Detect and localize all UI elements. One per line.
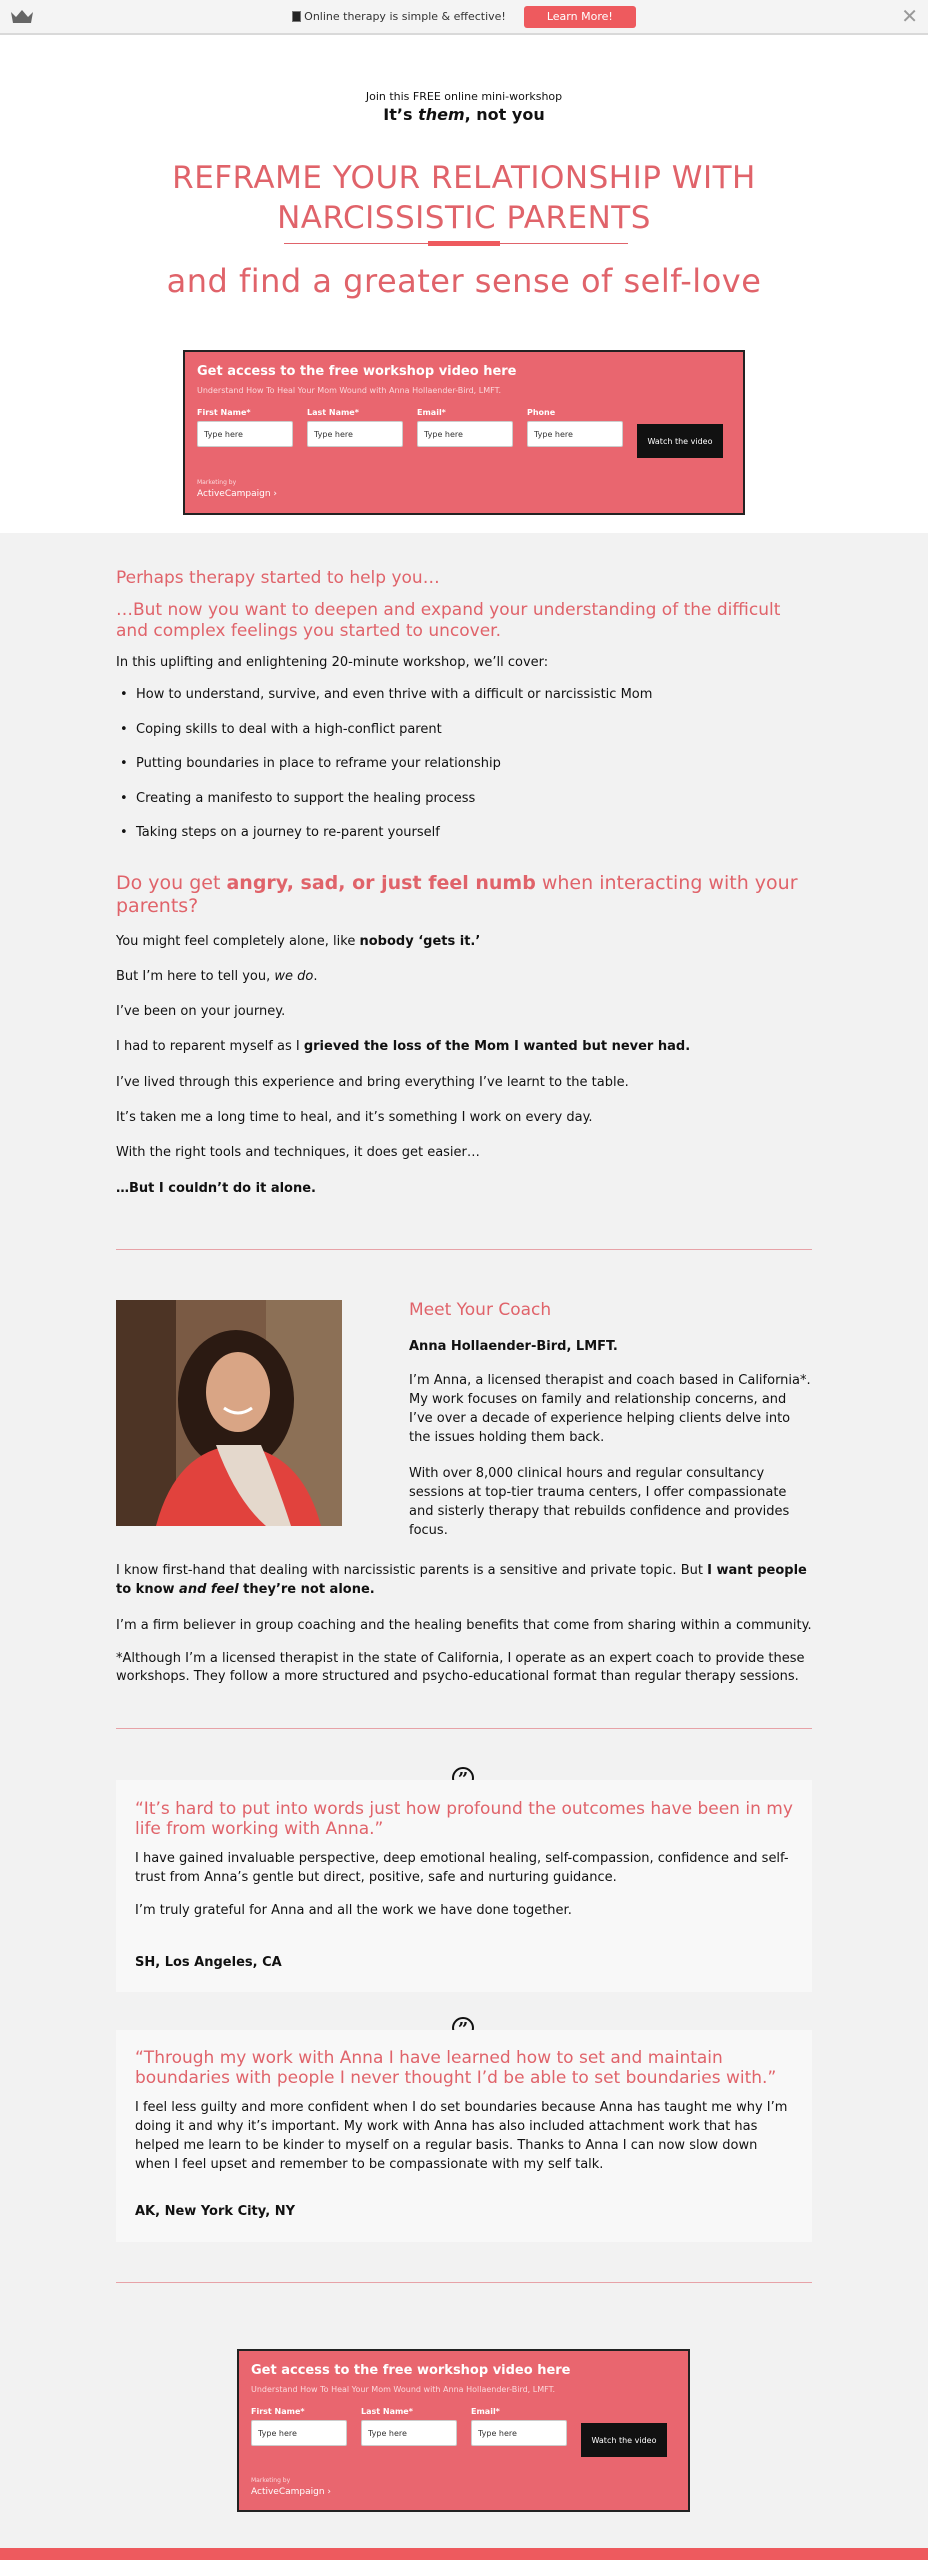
coach-footnote: *Although I’m a licensed therapist in the state of California, I operate as an expert coach to provide these workshops. They follow a more structured and psycho-educational format than regular therapy sessions.: [116, 1651, 805, 1684]
watch-video-button[interactable]: Watch the video: [581, 2423, 667, 2457]
first-name-label: First Name*: [197, 408, 251, 417]
phone-label: Phone: [527, 408, 556, 417]
form-title: Get access to the free workshop video here: [251, 2363, 571, 2378]
coach-paragraph-2: I’m a firm believer in group coaching and the healing benefits that come from sharing within a community.: [116, 1618, 812, 1633]
coach-p1-bold-em: and feel: [179, 1582, 239, 1597]
coach-bio-1: I’m Anna, a licensed therapist and coach based in California*. My work focuses on family and relationship concerns, and I’ve over a decade of experience helping clients delve into the issues holding them back.: [409, 1373, 811, 1445]
signup-form-bottom: [237, 2349, 690, 2512]
hero-tagline: and find a greater sense of self-love: [166, 262, 762, 300]
announcement-bar: [0, 0, 928, 35]
promo-text: [292, 10, 506, 23]
section-divider: [116, 1728, 812, 1729]
feelings-p1-text: You might feel completely alone, like: [116, 934, 360, 949]
marketing-by-label: Marketing by: [251, 2477, 291, 2484]
last-name-label: Last Name*: [307, 408, 359, 417]
marketing-by-label: Marketing by: [197, 479, 237, 486]
hero-divider-accent: [428, 241, 500, 246]
feelings-p4-text: I had to reparent myself as I: [116, 1039, 304, 1054]
form-description: Understand How To Heal Your Mom Wound with Anna Hollaender-Bird, LMFT.: [197, 386, 502, 395]
feelings-p5: I’ve lived through this experience and bring everything I’ve learnt to the table.: [116, 1075, 629, 1090]
last-name-field: [361, 2407, 457, 2446]
email-label: Email*: [417, 408, 446, 417]
email-label: Email*: [471, 2407, 500, 2416]
coach-bio-2: With over 8,000 clinical hours and regular consultancy sessions at top-tier trauma centers, I offer compassionate and sisterly therapy that rebuilds confidence and provides focus.: [409, 1466, 790, 1538]
watch-video-button[interactable]: Watch the video: [637, 424, 723, 458]
feelings-heading-pre: Do you get: [116, 872, 227, 894]
section-divider: [116, 2282, 812, 2283]
phone-input[interactable]: Type here: [527, 421, 623, 447]
coach-p1-bold-post: they’re not alone.: [238, 1582, 375, 1597]
feelings-heading: [116, 872, 812, 918]
email-input[interactable]: Type here: [471, 2420, 567, 2446]
phone-field: [527, 408, 623, 447]
first-name-field: [251, 2407, 347, 2446]
feelings-p8: …But I couldn’t do it alone.: [116, 1181, 316, 1196]
hero-kicker: Join this FREE online mini-workshop: [365, 90, 563, 103]
testimonial-title: “Through my work with Anna I have learned how to set and maintain boundaries with people I never thought I’d be able to set boundaries with.”: [135, 2048, 777, 2088]
testimonial-body: I feel less guilty and more confident when I do set boundaries because Anna has taught me why I’m doing it and why it’s important. My work with Anna has also included attachment work that has helped me learn to be kinder to myself on a regular basis. Thanks to Anna I can now slow down when I feel upset and remember to be compassionate with my self talk.: [135, 2100, 788, 2172]
testimonial-body: I have gained invaluable perspective, deep emotional healing, self-compassion, confidence and self-trust from Anna’s gentle but direct, positive, safe and nurturing guidance.: [135, 1851, 789, 1885]
bullet-item: • Putting boundaries in place to reframe your relationship: [120, 756, 501, 771]
feelings-p4-bold: grieved the loss of the Mom I wanted but never had.: [303, 1039, 691, 1054]
feelings-p1: [116, 932, 812, 951]
feelings-p6: It’s taken me a long time to heal, and it’s something I work on every day.: [116, 1110, 593, 1125]
last-name-input[interactable]: Type here: [307, 421, 403, 447]
first-name-input[interactable]: Type here: [251, 2420, 347, 2446]
feelings-p1-bold: nobody ‘gets it.’: [359, 934, 481, 949]
hero-sub-post: , not you: [464, 105, 545, 124]
coach-name: Anna Hollaender-Bird, LMFT.: [409, 1339, 618, 1354]
email-input[interactable]: Type here: [417, 421, 513, 447]
bullet-item: • Creating a manifesto to support the healing process: [120, 791, 475, 806]
hero-sub-pre: It’s: [383, 105, 419, 124]
last-name-field: [307, 408, 403, 447]
book-icon: [292, 11, 301, 22]
promo-area: [0, 0, 928, 33]
feelings-p2-em: we do: [274, 969, 314, 984]
section-divider: [116, 1249, 812, 1250]
feelings-heading-bold: angry, sad, or just feel numb: [226, 872, 536, 894]
form-description: Understand How To Heal Your Mom Wound with Anna Hollaender-Bird, LMFT.: [251, 2385, 556, 2394]
feelings-p3: I’ve been on your journey.: [116, 1004, 286, 1019]
testimonial-signature: AK, New York City, NY: [135, 2204, 295, 2219]
coach-paragraph-1: [116, 1561, 812, 1599]
first-name-label: First Name*: [251, 2407, 305, 2416]
intro-heading: Perhaps therapy started to help you…: [116, 568, 440, 588]
intro-subheading: …But now you want to deepen and expand your understanding of the difficult and complex feelings you started to uncover.: [116, 600, 781, 641]
first-name-input[interactable]: Type here: [197, 421, 293, 447]
promo-label: Online therapy is simple & effective!: [304, 10, 506, 23]
last-name-input[interactable]: Type here: [361, 2420, 457, 2446]
coach-photo: [116, 1300, 342, 1526]
activecampaign-link[interactable]: ActiveCampaign ›: [251, 2487, 332, 2497]
bullet-item: • Taking steps on a journey to re-parent yourself: [120, 825, 440, 840]
coach-p1-bold: I want people to know: [116, 1563, 807, 1597]
feelings-p2: [116, 967, 812, 986]
activecampaign-link[interactable]: ActiveCampaign ›: [197, 489, 278, 499]
email-field: [417, 408, 513, 447]
coach-p1-text: I know first-hand that dealing with narcissistic parents is a sensitive and private topic. But: [116, 1563, 708, 1578]
hero-sub-em: them: [418, 105, 465, 124]
bullet-item: • Coping skills to deal with a high-conflict parent: [120, 722, 442, 737]
feelings-p7: With the right tools and techniques, it does get easier…: [116, 1145, 480, 1160]
intro-lead: In this uplifting and enlightening 20-minute workshop, we’ll cover:: [116, 655, 549, 670]
hero-title: REFRAME YOUR RELATIONSHIP WITH NARCISSISTIC PARENTS: [172, 160, 756, 236]
footer-bar: [0, 2548, 928, 2560]
signup-form-top: [183, 350, 745, 515]
feelings-heading-post: when interacting with your parents?: [116, 872, 798, 917]
testimonial-signature: SH, Los Angeles, CA: [135, 1955, 282, 1970]
feelings-p4: [116, 1037, 812, 1056]
learn-more-button[interactable]: Learn More!: [524, 6, 636, 28]
testimonial-body-2: I’m truly grateful for Anna and all the work we have done together.: [135, 1903, 572, 1918]
coach-heading: Meet Your Coach: [409, 1300, 552, 1320]
close-icon[interactable]: ✕: [901, 4, 918, 28]
last-name-label: Last Name*: [361, 2407, 413, 2416]
feelings-p2-text: But I’m here to tell you,: [116, 969, 275, 984]
first-name-field: [197, 408, 293, 447]
testimonial-title: “It’s hard to put into words just how profound the outcomes have been in my life from working with Anna.”: [135, 1799, 793, 1839]
hero-subtitle: [0, 105, 928, 124]
coach-portrait-image: [116, 1300, 342, 1526]
feelings-p2-post: .: [313, 969, 318, 984]
email-field: [471, 2407, 567, 2446]
form-title: Get access to the free workshop video here: [197, 364, 517, 379]
bullet-item: • How to understand, survive, and even thrive with a difficult or narcissistic Mom: [120, 687, 652, 702]
